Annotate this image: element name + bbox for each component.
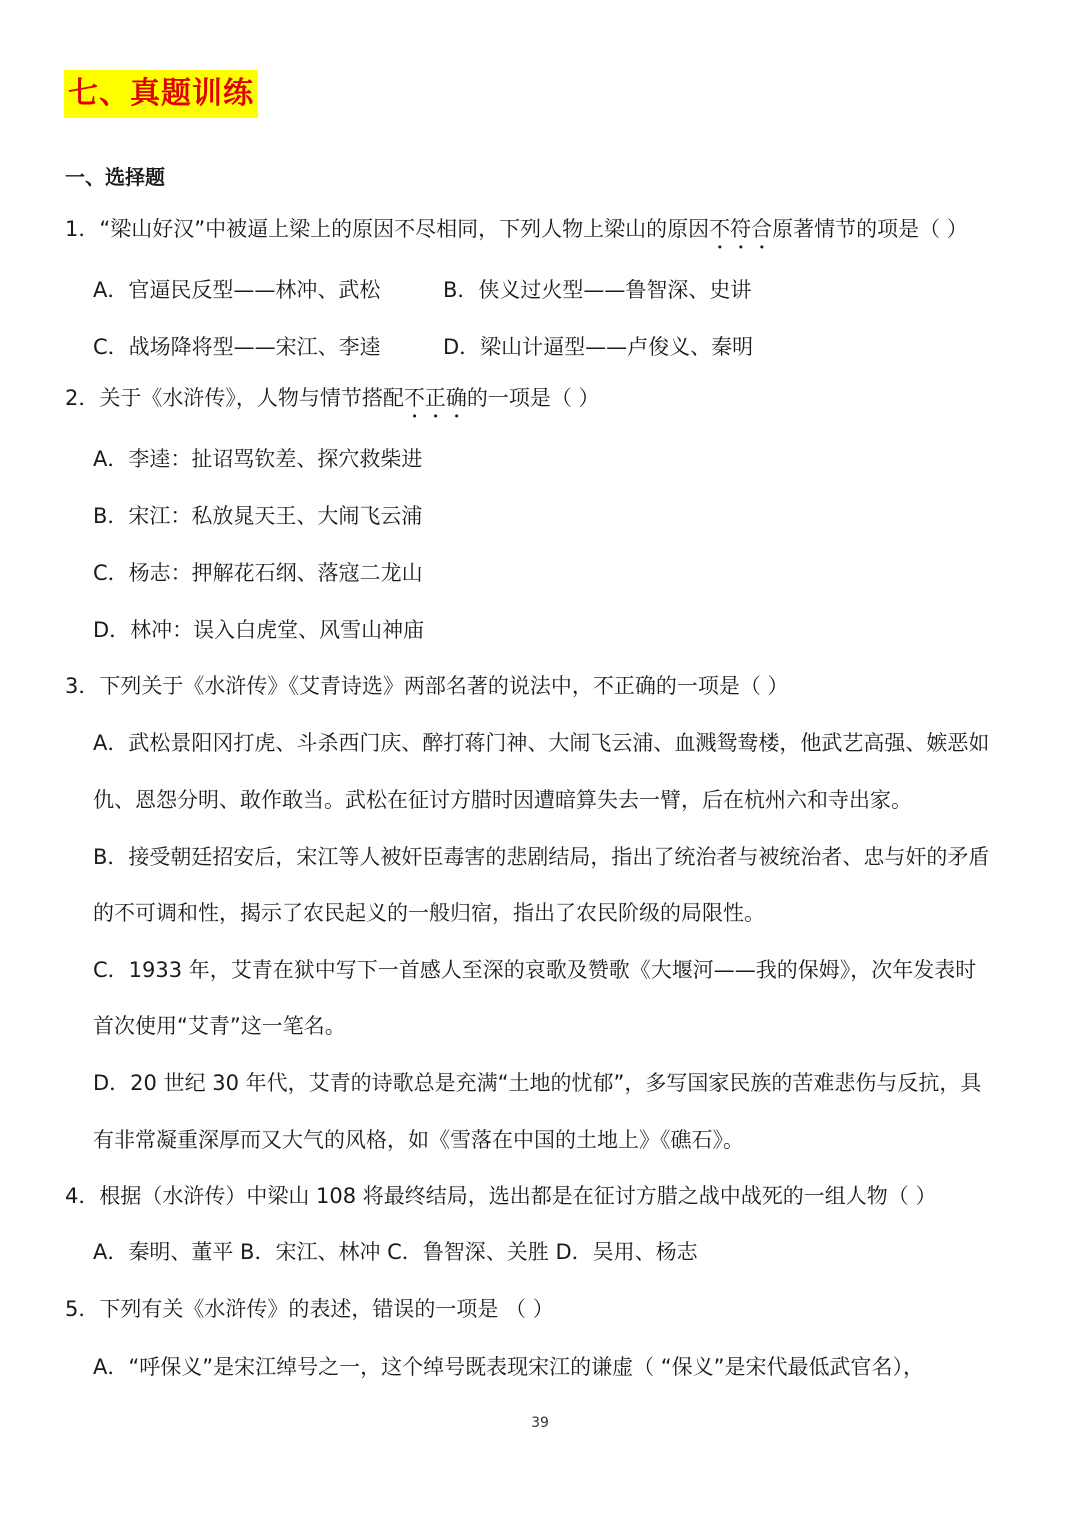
question-1-stem <box>65 214 968 254</box>
q3-option-b-line-2: 的不可调和性，揭示了农民起义的一般归宿，指出了农民阶级的局限性。 <box>93 901 765 925</box>
q2-emphasis: 不正确 <box>403 386 467 410</box>
q1-option-a: A．官逼民反型——林冲、武松 <box>93 278 381 302</box>
q2-stem-pre: 2．关于《水浒传》，人物与情节搭配 <box>65 386 404 410</box>
q1-stem-pre: 1．“梁山好汉”中被逼上梁上的原因不尽相同，下列人物上梁山的原因 <box>65 217 710 241</box>
question-1-options-row-1 <box>93 275 993 305</box>
question-1-options-row-2 <box>93 332 993 362</box>
q1-emphasis: 不符合 <box>709 217 773 241</box>
q2-option-a: A．李逵：扯诏骂钦差、探穴救柴进 <box>93 447 423 471</box>
question-5-stem: 5．下列有关《水浒传》的表述，错误的一项是 （ ） <box>65 1297 554 1321</box>
q3-option-c-line-2: 首次使用“艾青”这一笔名。 <box>93 1014 346 1038</box>
section-heading: 一、选择题 <box>65 165 165 189</box>
chapter-title: 七、真题训练 <box>64 70 258 118</box>
q1-option-d: D．梁山计逼型——卢俊义、秦明 <box>443 335 754 359</box>
q3-option-d-line-1: D．20 世纪 30 年代，艾青的诗歌总是充满“土地的忧郁”，多写国家民族的苦难悲伤与反抗，具 <box>93 1071 982 1095</box>
question-4-stem: 4．根据（水浒传）中梁山 108 将最终结局，选出都是在征讨方腊之战中战死的一组人物（ ） <box>65 1184 937 1208</box>
question-3-stem: 3．下列关于《水浒传》《艾青诗选》两部名著的说法中，不正确的一项是（ ） <box>65 674 789 698</box>
page-number: 39 <box>531 1415 549 1431</box>
q1-stem-post: 原著情节的项是（ ） <box>772 217 968 241</box>
q2-option-b: B．宋江：私放晁天王、大闹飞云浦 <box>93 504 423 528</box>
q5-option-a-line-1: A．“呼保义”是宋江绰号之一，这个绰号既表现宋江的谦虚（ “保义”是宋代最低武官名）， <box>93 1355 925 1379</box>
q3-option-d-line-2: 有非常凝重深厚而又大气的风格，如《雪落在中国的土地上》《礁石》。 <box>93 1128 744 1152</box>
q4-options: A．秦明、董平 B．宋江、林冲 C．鲁智深、关胜 D．吴用、杨志 <box>93 1240 698 1264</box>
chapter-heading <box>64 70 258 118</box>
q3-option-a-line-2: 仇、恩怨分明、敢作敢当。武松在征讨方腊时因遭暗算失去一臂，后在杭州六和寺出家。 <box>93 788 912 812</box>
question-2-stem <box>65 383 600 423</box>
q2-option-c: C．杨志：押解花石纲、落寇二龙山 <box>93 561 423 585</box>
q3-option-b-line-1: B．接受朝廷招安后，宋江等人被奸臣毒害的悲剧结局，指出了统治者与被统治者、忠与奸的矛盾 <box>93 845 990 869</box>
q2-stem-post: 的一项是（ ） <box>466 386 600 410</box>
q3-option-c-line-1: C．1933 年，艾青在狱中写下一首感人至深的哀歌及赞歌《大堰河——我的保姆》，次年发表时 <box>93 958 977 982</box>
q1-option-c: C．战场降将型——宋江、李逵 <box>93 335 381 359</box>
q2-option-d: D．林冲：误入白虎堂、风雪山神庙 <box>93 618 425 642</box>
q1-option-b: B．侠义过火型——鲁智深、史讲 <box>443 278 752 302</box>
q3-option-a-line-1: A．武松景阳冈打虎、斗杀西门庆、醉打蒋门神、大闹飞云浦、血溅鸳鸯楼，他武艺高强、嫉恶如 <box>93 731 990 755</box>
